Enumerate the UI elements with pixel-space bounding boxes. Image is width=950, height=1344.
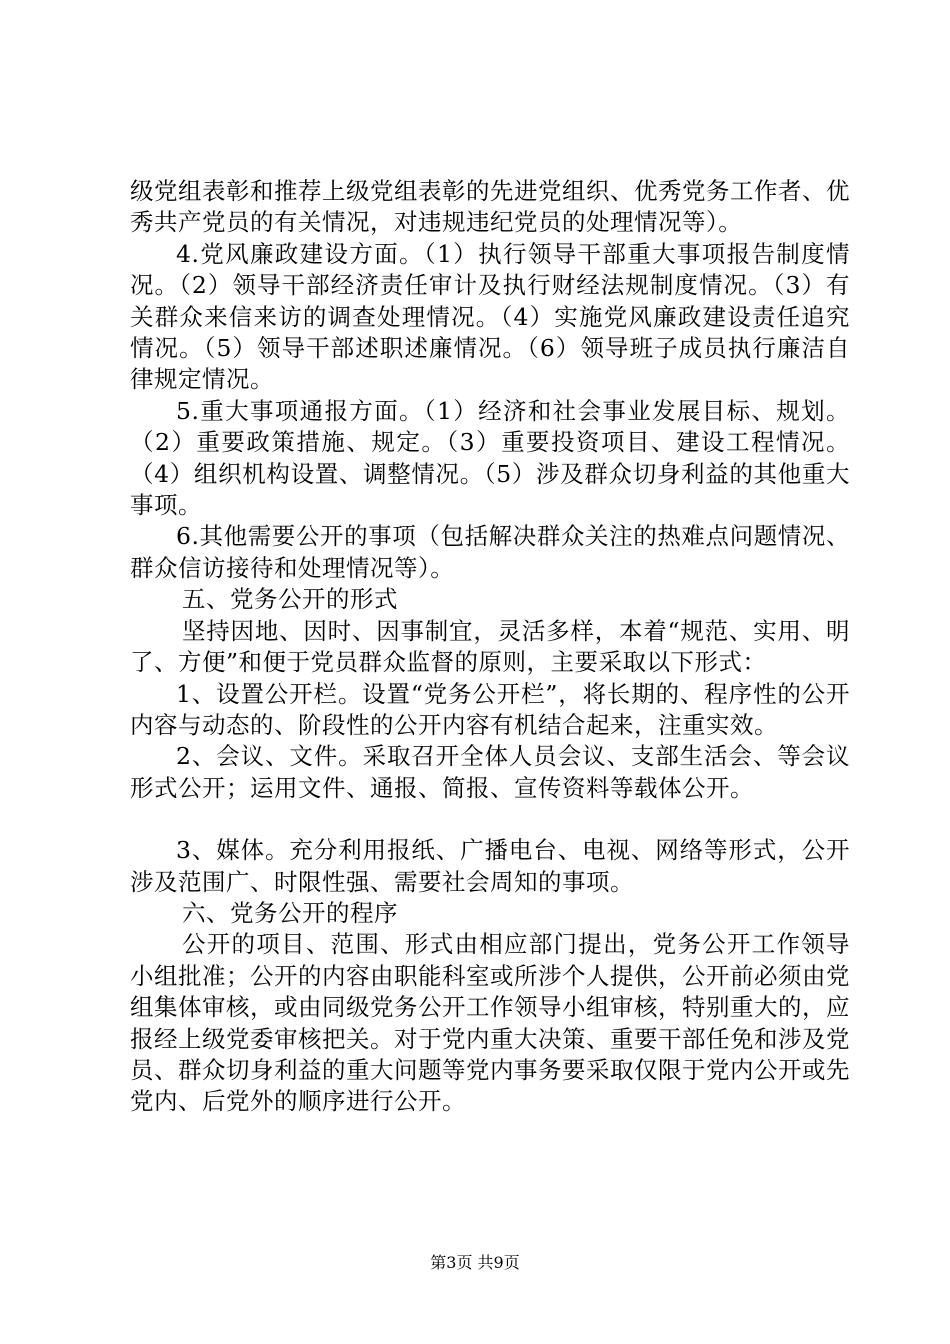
paragraph-continuation: 级党组表彰和推荐上级党组表彰的先进党组织、优秀党务工作者、优秀共产党员的有关情况，对违规违纪党员的处理情况等）。 xyxy=(130,177,850,237)
document-body xyxy=(130,176,850,1118)
section-heading-5: 五、党务公开的形式 xyxy=(182,585,398,614)
paragraph-form-3: 3、媒体。充分利用报纸、广播电台、电视、网络等形式，公开涉及范围广、时限性强、需要社会周知的事项。 xyxy=(130,836,850,896)
paragraph-item-6: 6.其他需要公开的事项（包括解决群众关注的热难点问题情况、群众信访接待和处理情况等）。 xyxy=(130,522,850,582)
paragraph-form-2: 2、会议、文件。采取召开全体人员会议、支部生活会、等会议形式公开；运用文件、通报、简报、宣传资料等载体公开。 xyxy=(130,742,850,802)
section-heading-6: 六、党务公开的程序 xyxy=(182,898,398,927)
page-number: 第3页 共9页 xyxy=(430,1253,520,1272)
page-footer xyxy=(0,1250,950,1273)
paragraph-forms-intro: 坚持因地、因时、因事制宜，灵活多样，本着“规范、实用、明了、方便”和便于党员群众监督的原则，主要采取以下形式： xyxy=(130,616,850,677)
paragraph-procedure: 公开的项目、范围、形式由相应部门提出，党务公开工作领导小组批准；公开的内容由职能科室或所涉个人提供，公开前必须由党组集体审核，或由同级党务公开工作领导小组审核，特别重大的，应报经上级党委审核把关。对于党内重大决策、重要干部任免和涉及党员、群众切身利益的重大问题等党内事务要采取仅限于党内公开或先党内、后党外的顺序进行公开。 xyxy=(130,930,850,1116)
paragraph-form-1: 1、设置公开栏。设置“党务公开栏”，将长期的、程序性的公开内容与动态的、阶段性的公开内容有机结合起来，注重实效。 xyxy=(130,679,850,739)
paragraph-item-4: 4.党风廉政建设方面。（1）执行领导干部重大事项报告制度情况。（2）领导干部经济责任审计及执行财经法规制度情况。（3）有关群众来信来访的调查处理情况。（4）实施党风廉政建设责任追究情况。（5）领导干部述职述廉情况。（6）领导班子成员执行廉洁自律规定情况。 xyxy=(130,239,850,394)
paragraph-item-5: 5.重大事项通报方面。（1）经济和社会事业发展目标、规划。（2）重要政策措施、规定。（3）重要投资项目、建设工程情况。（4）组织机构设置、调整情况。（5）涉及群众切身利益的其他重大事项。 xyxy=(130,396,850,520)
paragraph-gap xyxy=(130,804,850,835)
